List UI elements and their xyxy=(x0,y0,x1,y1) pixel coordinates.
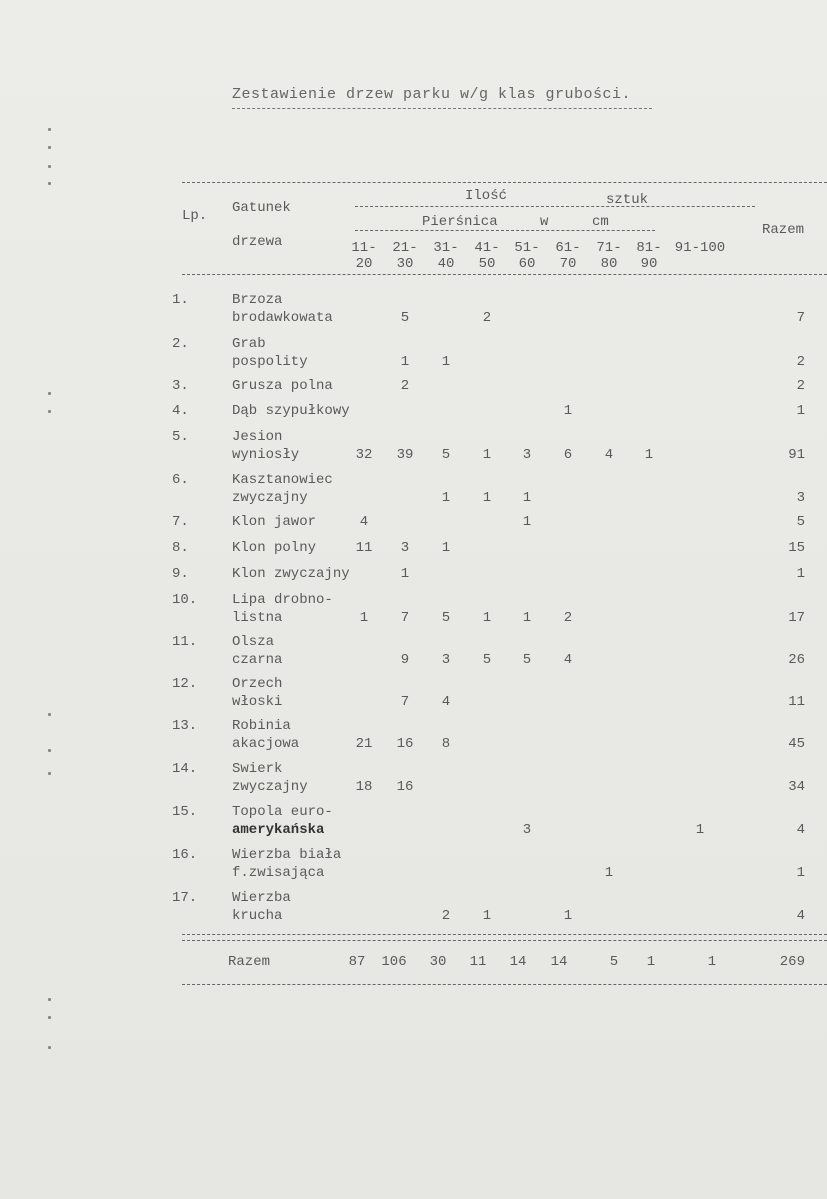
species-name: Jesion xyxy=(232,429,283,445)
diameter-class-to: 20 xyxy=(355,256,373,272)
row-total: 11 xyxy=(788,694,805,710)
margin-mark xyxy=(48,146,51,149)
diameter-class-from: 41- xyxy=(474,240,500,256)
species-name-line2: amerykańska xyxy=(232,822,325,838)
row-number: 11. xyxy=(172,634,198,650)
row-number: 12. xyxy=(172,676,198,692)
row-number: 15. xyxy=(172,804,198,820)
table-row xyxy=(0,718,827,762)
count-cell: 3 xyxy=(441,652,451,668)
species-name: Grab xyxy=(232,336,266,352)
count-cell: 1 xyxy=(563,403,573,419)
species-name: Kasztanowiec xyxy=(232,472,333,488)
summary-cell: 106 xyxy=(381,954,407,970)
count-cell: 4 xyxy=(604,447,614,463)
species-name-line2: czarna xyxy=(232,652,283,668)
row-total: 3 xyxy=(796,490,805,506)
species-name-line2: brodawkowata xyxy=(232,310,333,326)
count-cell: 1 xyxy=(359,610,369,626)
row-number: 8. xyxy=(172,540,189,556)
row-total: 7 xyxy=(796,310,805,326)
table-row xyxy=(0,336,827,380)
count-cell: 1 xyxy=(563,908,573,924)
header-w: w xyxy=(540,214,549,230)
header-gatunek: Gatunek xyxy=(232,200,291,216)
margin-mark xyxy=(48,165,51,168)
row-number: 5. xyxy=(172,429,189,445)
header-piersnica: Pierśnica xyxy=(422,214,498,230)
row-number: 16. xyxy=(172,847,198,863)
diameter-class-from: 61- xyxy=(555,240,581,256)
summary-cell: 87 xyxy=(348,954,366,970)
count-cell: 1 xyxy=(482,490,492,506)
count-cell: 2 xyxy=(441,908,451,924)
diameter-class-to: 90 xyxy=(640,256,658,272)
table-row xyxy=(0,592,827,636)
count-cell: 1 xyxy=(400,566,410,582)
species-name: Dąb szypułkowy xyxy=(232,403,350,419)
row-total: 1 xyxy=(796,566,805,582)
count-cell: 7 xyxy=(400,610,410,626)
species-name: Topola euro- xyxy=(232,804,333,820)
row-number: 1. xyxy=(172,292,189,308)
row-number: 13. xyxy=(172,718,198,734)
row-number: 17. xyxy=(172,890,198,906)
species-name-line2: włoski xyxy=(232,694,283,710)
summary-cell: 1 xyxy=(707,954,717,970)
count-cell: 39 xyxy=(396,447,414,463)
diameter-class-to: 80 xyxy=(600,256,618,272)
row-number: 14. xyxy=(172,761,198,777)
count-cell: 11 xyxy=(355,540,373,556)
header-lp: Lp. xyxy=(182,208,208,224)
count-cell: 4 xyxy=(441,694,451,710)
diameter-class-from: 91-100 xyxy=(674,240,726,256)
row-total: 1 xyxy=(796,865,805,881)
count-cell: 1 xyxy=(644,447,654,463)
species-name: Klon zwyczajny xyxy=(232,566,350,582)
count-cell: 5 xyxy=(441,447,451,463)
row-number: 2. xyxy=(172,336,189,352)
count-cell: 5 xyxy=(522,652,532,668)
species-name: Klon jawor xyxy=(232,514,317,530)
margin-mark xyxy=(48,128,51,131)
header-bottom-rule xyxy=(182,274,827,275)
row-total: 2 xyxy=(796,378,805,394)
count-cell: 5 xyxy=(441,610,451,626)
table-row xyxy=(0,847,827,891)
count-cell: 2 xyxy=(400,378,410,394)
header-razem: Razem xyxy=(762,222,805,238)
count-cell: 1 xyxy=(400,354,410,370)
table-row xyxy=(0,804,827,848)
margin-mark xyxy=(48,1016,51,1019)
count-cell: 16 xyxy=(396,736,414,752)
species-name: Brzoza xyxy=(232,292,283,308)
count-cell: 1 xyxy=(482,447,492,463)
count-cell: 16 xyxy=(396,779,414,795)
diameter-class-from: 81- xyxy=(636,240,662,256)
count-cell: 1 xyxy=(441,354,451,370)
diameter-class-from: 11- xyxy=(351,240,377,256)
count-cell: 4 xyxy=(359,514,369,530)
row-total: 4 xyxy=(796,908,805,924)
row-number: 6. xyxy=(172,472,189,488)
species-name-line2: wyniosły xyxy=(232,447,300,463)
count-cell: 1 xyxy=(695,822,705,838)
species-name-line2: listna xyxy=(232,610,283,626)
summary-cell: 14 xyxy=(509,954,527,970)
count-cell: 1 xyxy=(522,514,532,530)
summary-cell: 14 xyxy=(550,954,568,970)
count-cell: 1 xyxy=(522,490,532,506)
header-sztuk: sztuk xyxy=(606,192,649,208)
species-name-line2: zwyczajny xyxy=(232,779,308,795)
species-name: Wierzba biała xyxy=(232,847,342,863)
species-name-line2: f.zwisająca xyxy=(232,865,325,881)
count-cell: 1 xyxy=(522,610,532,626)
count-cell: 8 xyxy=(441,736,451,752)
species-name-line2: pospolity xyxy=(232,354,308,370)
margin-mark xyxy=(48,1046,51,1049)
table-bottom-rule xyxy=(182,984,827,985)
row-total: 45 xyxy=(788,736,805,752)
document-title: Zestawienie drzew parku w/g klas grubości. xyxy=(232,86,632,103)
species-name: Robinia xyxy=(232,718,291,734)
count-cell: 3 xyxy=(522,447,532,463)
table-row xyxy=(0,761,827,805)
diameter-class-to: 50 xyxy=(478,256,496,272)
row-total: 15 xyxy=(788,540,805,556)
row-total: 4 xyxy=(796,822,805,838)
count-cell: 4 xyxy=(563,652,573,668)
summary-cell: 5 xyxy=(609,954,619,970)
header-rule-2 xyxy=(355,230,655,231)
species-name: Orzech xyxy=(232,676,283,692)
row-total: 2 xyxy=(796,354,805,370)
species-name: Klon polny xyxy=(232,540,317,556)
row-number: 10. xyxy=(172,592,198,608)
diameter-class-from: 51- xyxy=(514,240,540,256)
row-total: 5 xyxy=(796,514,805,530)
table-sum-rule xyxy=(182,934,827,935)
count-cell: 3 xyxy=(522,822,532,838)
row-number: 3. xyxy=(172,378,189,394)
row-total: 34 xyxy=(788,779,805,795)
summary-total: 269 xyxy=(779,954,805,970)
table-row xyxy=(0,472,827,516)
species-name-line2: krucha xyxy=(232,908,283,924)
count-cell: 9 xyxy=(400,652,410,668)
species-name: Wierzba xyxy=(232,890,291,906)
count-cell: 1 xyxy=(482,908,492,924)
species-name: Swierk xyxy=(232,761,283,777)
row-number: 9. xyxy=(172,566,189,582)
header-drzewa: drzewa xyxy=(232,234,283,250)
row-total: 17 xyxy=(788,610,805,626)
species-name: Grusza polna xyxy=(232,378,333,394)
summary-cell: 1 xyxy=(646,954,656,970)
table-top-rule xyxy=(182,182,827,183)
table-row xyxy=(0,292,827,336)
diameter-class-from: 21- xyxy=(392,240,418,256)
table-row xyxy=(0,634,827,678)
summary-cell: 11 xyxy=(469,954,487,970)
count-cell: 21 xyxy=(355,736,373,752)
count-cell: 1 xyxy=(441,490,451,506)
row-total: 1 xyxy=(796,403,805,419)
summary-label: Razem xyxy=(228,954,271,970)
species-name-line2: zwyczajny xyxy=(232,490,308,506)
row-total: 91 xyxy=(788,447,805,463)
count-cell: 6 xyxy=(563,447,573,463)
species-name: Lipa drobno- xyxy=(232,592,333,608)
header-rule-1 xyxy=(355,206,755,207)
count-cell: 1 xyxy=(482,610,492,626)
diameter-class-to: 60 xyxy=(518,256,536,272)
count-cell: 32 xyxy=(355,447,373,463)
row-number: 7. xyxy=(172,514,189,530)
header-cm: cm xyxy=(592,214,609,230)
count-cell: 7 xyxy=(400,694,410,710)
count-cell: 18 xyxy=(355,779,373,795)
title-underline xyxy=(232,108,652,109)
count-cell: 5 xyxy=(482,652,492,668)
margin-mark xyxy=(48,998,51,1001)
count-cell: 1 xyxy=(604,865,614,881)
count-cell: 2 xyxy=(482,310,492,326)
row-number: 4. xyxy=(172,403,189,419)
diameter-class-to: 40 xyxy=(437,256,455,272)
table-row xyxy=(0,676,827,720)
header-ilosc: Ilość xyxy=(465,188,508,204)
count-cell: 5 xyxy=(400,310,410,326)
summary-cell: 30 xyxy=(429,954,447,970)
table-row xyxy=(0,890,827,934)
diameter-class-to: 70 xyxy=(559,256,577,272)
species-name: Olsza xyxy=(232,634,275,650)
table-row xyxy=(0,429,827,473)
species-name-line2: akacjowa xyxy=(232,736,300,752)
count-cell: 1 xyxy=(441,540,451,556)
diameter-class-to: 30 xyxy=(396,256,414,272)
table-sum-rule-2 xyxy=(182,940,827,941)
count-cell: 2 xyxy=(563,610,573,626)
row-total: 26 xyxy=(788,652,805,668)
diameter-class-from: 31- xyxy=(433,240,459,256)
margin-mark xyxy=(48,182,51,185)
count-cell: 3 xyxy=(400,540,410,556)
diameter-class-from: 71- xyxy=(596,240,622,256)
